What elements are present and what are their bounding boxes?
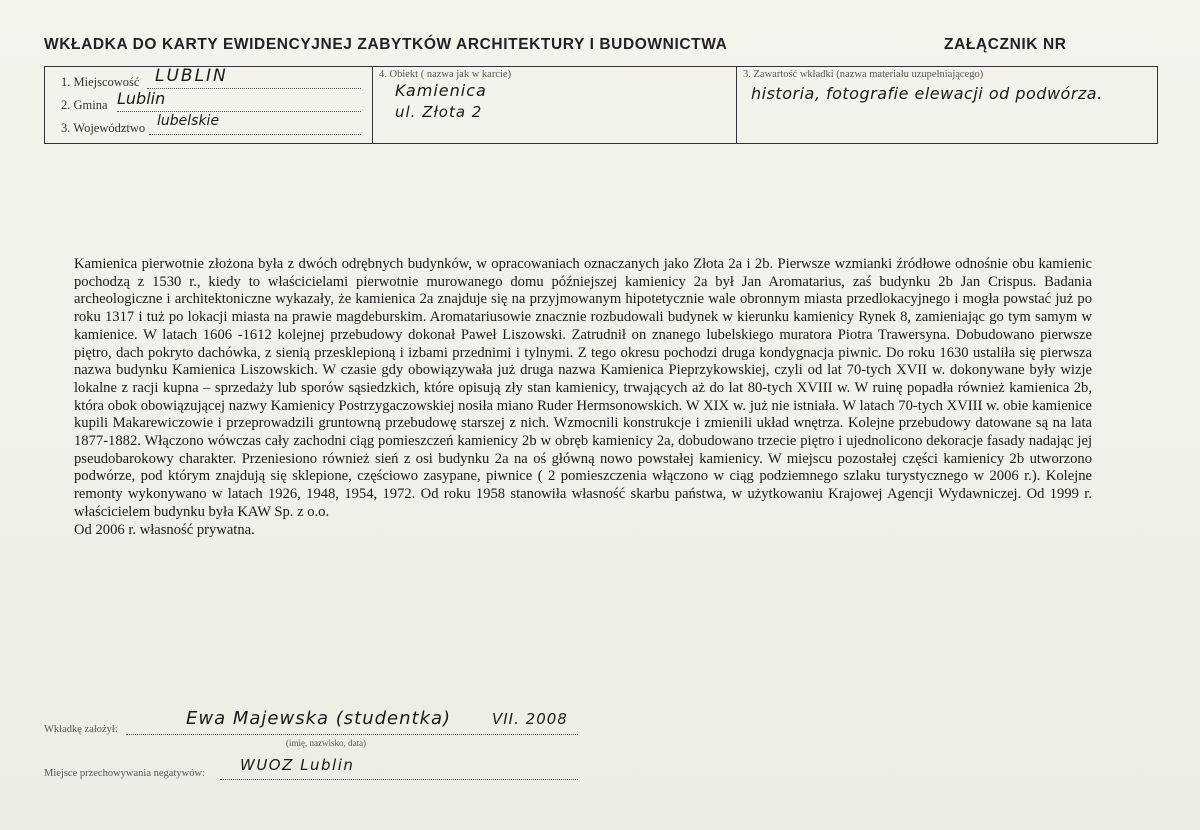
object-cell bbox=[373, 67, 737, 143]
contents-cell bbox=[737, 67, 1157, 143]
history-text bbox=[74, 256, 1092, 539]
province-value: lubelskie bbox=[157, 113, 220, 129]
author-dotted-line bbox=[126, 734, 578, 735]
location-cell bbox=[45, 67, 373, 143]
province-row bbox=[61, 121, 145, 136]
object-name: Kamienica bbox=[395, 81, 487, 100]
contents-value: historia, fotografie elewacji od podwórza. bbox=[751, 84, 1103, 103]
commune-label: 2. Gmina bbox=[61, 98, 108, 112]
locality-value: LUBLIN bbox=[155, 66, 228, 86]
commune-dotted-line bbox=[117, 111, 361, 112]
locality-row bbox=[61, 75, 139, 90]
contents-label: 3. Zawartość wkładki (nazwa materiału uzupełniającego) bbox=[743, 69, 984, 80]
annex-number-label: ZAŁĄCZNIK NR bbox=[944, 36, 1067, 53]
form-title: WKŁADKA DO KARTY EWIDENCYJNEJ ZABYTKÓW ARCHITEKTURY I BUDOWNICTWA bbox=[44, 36, 728, 53]
author-label: Wkładkę założył: bbox=[44, 724, 118, 735]
author-date: VII. 2008 bbox=[492, 710, 568, 728]
commune-row bbox=[61, 98, 108, 113]
object-label: 4. Obiekt ( nazwa jak w karcie) bbox=[379, 69, 512, 80]
locality-dotted-line bbox=[147, 88, 361, 89]
locality-label: 1. Miejscowość bbox=[61, 75, 140, 89]
form-header-box bbox=[44, 66, 1158, 144]
province-label: 3. Województwo bbox=[61, 121, 146, 135]
object-address: ul. Złota 2 bbox=[395, 103, 483, 121]
history-paragraph: Kamienica pierwotnie złożona była z dwóch odrębnych budynków, w opracowaniach oznaczanych jako Złota 2a i 2b. Pierwsze wzmianki źródłowe odnośnie obu kamienic pochodzą z 1530 r., kiedy to właścicielami pierwotnie murowanego domu późniejszej kamienicy 2a był Jan Aromatarius, zaś budynku 2b Jan Crispus. Badania archeologiczne i architektoniczne wykazały, że kamienica 2a znajduje się na przyjmowanym hipotetycznie wale obronnym miasta przedlokacyjnego i mogła powstać już po roku 1317 i tuż po lokacji miasta na prawie magdeburskim. Aromatariusowie znacznie rozbudowali budynek w kierunku kamienicy Rynek 8, zamieniając go tym samym w kamienice. W latach 1606 -1612 kolejnej przebudowy dokonał Paweł Liszowski. Zatrudnił on znanego lubelskiego muratora Piotra Trawersyna. Dobudowano pierwsze piętro, dach pokryto dachówka, z sienią przesklepioną i izbami przednimi i tylnymi. Z tego okresu pochodzi druga kondygnacja piwnic. Do roku 1630 ustaliła się pierwsza nazwa budynku Kamienica Liszowskich. W czasie gdy obowiązywała już druga nazwa Kamienica Pieprzykowskiej, czyli od lat 70-tych XVII w. dokonywane były wizje lokalne z racji kupna – sprzedaży lub sporów sąsiedzkich, które opisują zły stan kamienicy, trwających aż do lat 80-tych XVIII w. W ruinę popadła również kamienica 2b, która obok obowiązującej nazwy Kamienicy Postrzygaczowskiej nosiła miano Ruder Hermsonowskich. W XIX w. już nie istniała. W latach 70-tych XVIII w. obie kamienice kupili Makarewiczowie i przeprowadzili gruntowną przebudowę starszej z nich. Wzmocnili konstrukcje i zmienili układ wnętrza. Kolejne przebudowy datowane są na lata 1877-1882. Włączono wówczas cały zachodni ciąg pomieszczeń kamienicy 2b w obręb kamienicy 2a, dobudowano trzecie piętro i ujednolicono dekoracje fasady nadając jej pseudobarokowy charakter. Przeniesiono również sień z osi budynku 2a na oś główną nowo powstałej kamienicy. W miejscu pozostałej części kamienicy 2b utworzono podwórze, pod którym znajdują się sklepione, częściowo zasypane, piwnice ( 2 pomieszczenia włączono w ciąg podziemnego szlaku turystycznego w 2006 r.). Kolejne remonty wykonywano w latach 1926, 1948, 1954, 1972. Od roku 1958 stanowiła własność skarbu państwa, w użytkowaniu Krajowej Agencji Wydawniczej. Od 1999 r. właścicielem budynku była KAW Sp. z o.o. bbox=[74, 256, 1092, 520]
province-dotted-line bbox=[149, 134, 361, 135]
storage-dotted-line bbox=[220, 779, 578, 780]
storage-value: WUOZ Lublin bbox=[240, 756, 355, 774]
author-hint: (imię, nazwisko, data) bbox=[286, 738, 366, 748]
author-value: Ewa Majewska (studentka) bbox=[186, 708, 452, 729]
ownership-note: Od 2006 r. własność prywatna. bbox=[74, 521, 255, 538]
storage-label: Miejsce przechowywania negatywów: bbox=[44, 768, 205, 779]
commune-value: Lublin bbox=[117, 89, 166, 108]
